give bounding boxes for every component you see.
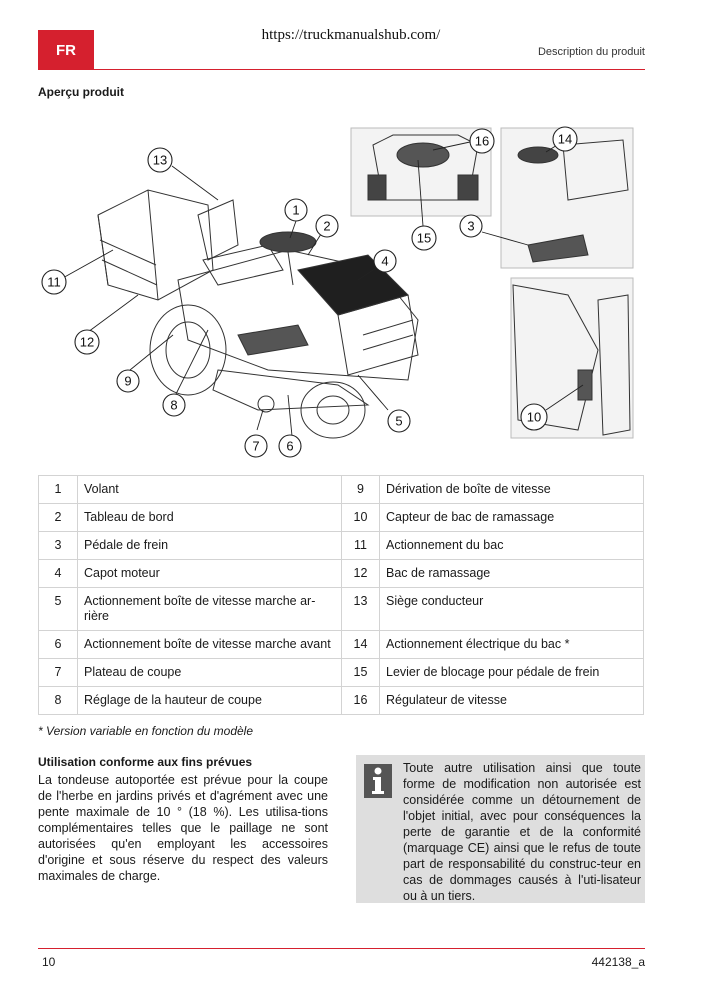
part-label: Capteur de bac de ramassage <box>380 504 644 532</box>
part-number: 3 <box>39 532 78 560</box>
main-tractor-art <box>98 190 418 438</box>
callout-4 <box>374 250 396 272</box>
svg-text:7: 7 <box>252 438 260 454</box>
product-illustration <box>38 120 638 460</box>
document-code: 442138_a <box>591 955 645 969</box>
svg-text:12: 12 <box>79 334 95 350</box>
part-number: 14 <box>342 631 380 659</box>
part-label: Plateau de coupe <box>78 659 342 687</box>
part-label: Siège conducteur <box>380 588 644 631</box>
svg-text:9: 9 <box>124 373 132 389</box>
callout-7 <box>245 435 267 457</box>
table-row <box>39 659 644 687</box>
table-row <box>39 476 644 504</box>
part-label: Actionnement boîte de vitesse marche avant <box>78 631 342 659</box>
overview-heading: Aperçu produit <box>38 85 124 99</box>
callout-6 <box>279 435 301 457</box>
callout-9 <box>117 370 139 392</box>
part-number: 7 <box>39 659 78 687</box>
part-label: Régulateur de vitesse <box>380 687 644 715</box>
header-divider <box>94 69 645 70</box>
part-number: 11 <box>342 532 380 560</box>
table-row <box>39 560 644 588</box>
svg-text:10: 10 <box>526 409 542 425</box>
header-url[interactable]: https://truckmanualshub.com/ <box>261 27 441 43</box>
part-label: Tableau de bord <box>78 504 342 532</box>
part-label: Actionnement du bac <box>380 532 644 560</box>
callout-2 <box>316 215 338 237</box>
part-number: 10 <box>342 504 380 532</box>
tractor-drawing <box>38 120 638 460</box>
part-label: Volant <box>78 476 342 504</box>
svg-text:8: 8 <box>170 397 178 413</box>
part-label: Réglage de la hauteur de coupe <box>78 687 342 715</box>
svg-text:6: 6 <box>286 438 294 454</box>
part-label: Dérivation de boîte de vitesse <box>380 476 644 504</box>
info-icon <box>364 764 392 798</box>
table-row <box>39 588 644 631</box>
callout-3 <box>460 215 482 237</box>
callout-15 <box>412 226 436 250</box>
part-number: 15 <box>342 659 380 687</box>
part-number: 9 <box>342 476 380 504</box>
callout-10 <box>521 404 547 430</box>
table-row <box>39 687 644 715</box>
callout-14 <box>553 127 577 151</box>
svg-text:2: 2 <box>323 218 331 234</box>
svg-text:15: 15 <box>416 230 432 246</box>
info-box <box>356 755 645 903</box>
part-number: 8 <box>39 687 78 715</box>
footer-divider <box>38 948 645 949</box>
table-row <box>39 504 644 532</box>
callout-12 <box>75 330 99 354</box>
part-number: 16 <box>342 687 380 715</box>
svg-text:1: 1 <box>292 202 300 218</box>
callout-1 <box>285 199 307 221</box>
callout-13 <box>148 148 172 172</box>
parts-table <box>38 475 644 715</box>
section-title: Description du produit <box>537 46 645 58</box>
usage-paragraph: La tondeuse autoportée est prévue pour la coupe de l'herbe en jardins privés et d'agrément avec une pente maximale de 10 ° (18 %). Les utilisa-tions complémentaires telles que le paillage ne sont autorisées qu'en employant les accessoires d'origine et sous réserve du respect des valeurs maximales de charge. <box>38 773 328 883</box>
svg-text:16: 16 <box>474 133 490 149</box>
part-label: Bac de ramassage <box>380 560 644 588</box>
callout-5 <box>388 410 410 432</box>
part-label: Capot moteur <box>78 560 342 588</box>
part-number: 4 <box>39 560 78 588</box>
svg-text:5: 5 <box>395 413 403 429</box>
usage-heading: Utilisation conforme aux fins prévues <box>38 755 253 769</box>
svg-text:14: 14 <box>557 131 573 147</box>
language-tab: FR <box>38 30 94 70</box>
part-label: Actionnement électrique du bac * <box>380 631 644 659</box>
part-number: 6 <box>39 631 78 659</box>
table-row <box>39 631 644 659</box>
part-number: 1 <box>39 476 78 504</box>
svg-text:11: 11 <box>47 274 61 290</box>
svg-text:4: 4 <box>381 253 389 269</box>
page-number: 10 <box>42 955 56 969</box>
part-number: 5 <box>39 588 78 631</box>
part-label: Actionnement boîte de vitesse marche ar-rière <box>78 588 342 631</box>
callout-8 <box>163 394 185 416</box>
svg-text:3: 3 <box>467 218 475 234</box>
part-label: Levier de blocage pour pédale de frein <box>380 659 644 687</box>
callout-11 <box>42 270 66 294</box>
part-number: 12 <box>342 560 380 588</box>
svg-text:13: 13 <box>152 152 168 168</box>
part-label: Pédale de frein <box>78 532 342 560</box>
callout-16 <box>470 129 494 153</box>
table-row <box>39 532 644 560</box>
variant-note: * Version variable en fonction du modèle <box>38 724 254 738</box>
part-number: 13 <box>342 588 380 631</box>
part-number: 2 <box>39 504 78 532</box>
info-text: Toute autre utilisation ainsi que toute forme de modification non autorisée est considérée comme un détournement de l'objet initial, avec pour conséquences la perte de garantie et de la conformité (marquage CE) ainsi que le refus de toute part de responsabilité du construc-teur en cas de dommages causés à l'uti-lisateur ou à un tiers. <box>403 761 641 903</box>
